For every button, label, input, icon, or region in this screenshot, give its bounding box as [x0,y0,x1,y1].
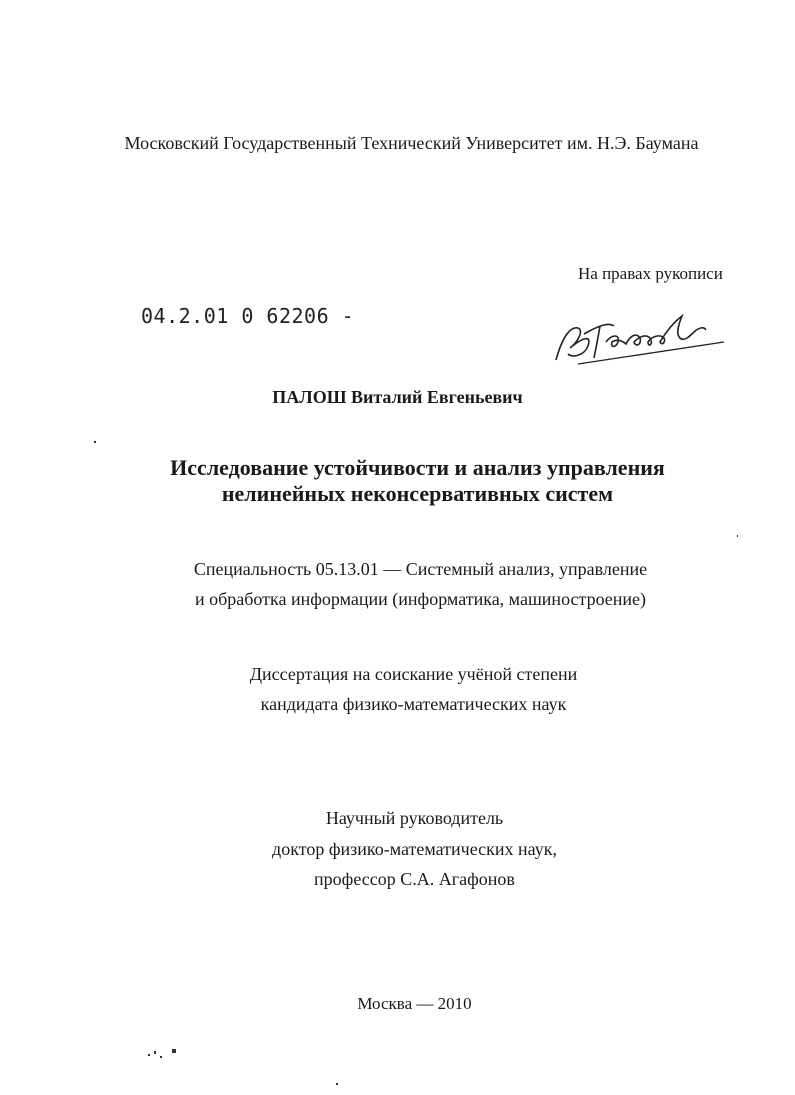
supervisor-heading: Научный руководитель [325,808,504,828]
author-signature [548,308,728,368]
speciality-line-1: Специальность 05.13.01 — Системный анализ, управление [193,559,648,579]
author-name: ПАЛОШ Виталий Евгеньевич [272,387,523,407]
scan-speck [172,1049,176,1053]
place-and-year: Москва — 2010 [357,994,472,1013]
scan-speck [336,1083,338,1085]
supervisor-degree: доктор физико-математических наук, [272,839,557,859]
dissertation-line-2: кандидата физико-математических наук [260,694,567,714]
speciality-line-2: и обработка информации (информатика, машиностроение) [194,589,647,609]
registration-stamp: 04.2.01 0 62206 - [141,304,355,328]
supervisor-name: профессор С.А. Агафонов [314,869,515,889]
scan-speck [160,1056,162,1058]
rights-note: На правах рукописи [578,264,723,283]
thesis-title-line-1: Исследование устойчивости и анализ управления [170,455,665,480]
thesis-title-line-2: нелинейных неконсервативных систем [221,481,614,506]
scan-speck [154,1051,156,1054]
dissertation-line-1: Диссертация на соискание учёной степени [249,664,578,684]
scan-speck [94,441,96,443]
university-name: Московский Государственный Технический Университет им. Н.Э. Баумана [124,133,699,153]
scan-speck [737,535,738,537]
scan-speck [148,1054,150,1056]
